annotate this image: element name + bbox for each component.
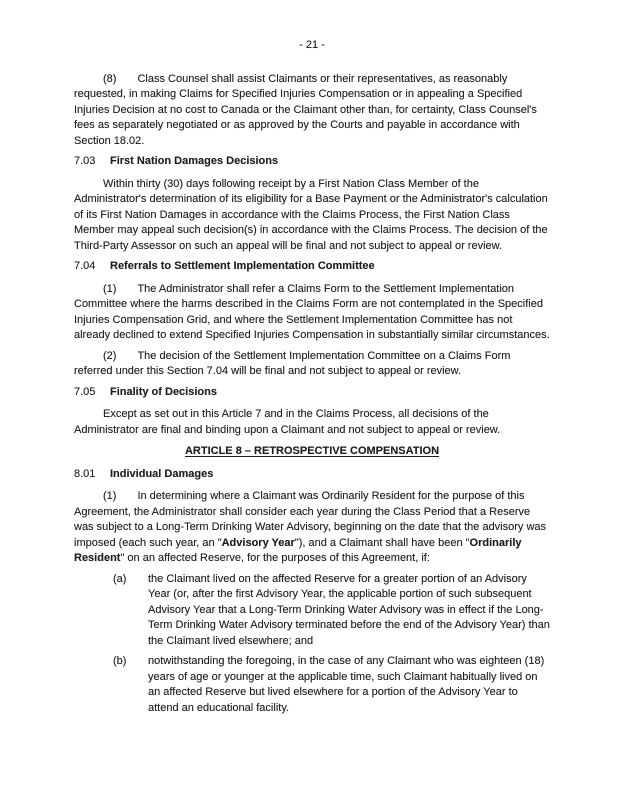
section-7-03-heading	[74, 154, 550, 170]
section-title: First Nation Damages Decisions	[110, 155, 279, 167]
paragraph-text: The Administrator shall refer a Claims Form to the Settlement Implementation Committee where the harms described in the Claims Form are not contemplated in the Specified Injuries Compensation Grid, and where the Settlement Implementation Committee has not already declined to extend Specified Injuries Compensation in substantially similar circumstances.	[74, 282, 550, 341]
paragraph-8	[74, 72, 550, 150]
section-number: 8.01	[74, 467, 96, 480]
section-7-05-body: Except as set out in this Article 7 and in the Claims Process, all decisions of the Administrator are final and binding upon a Claimant and not subject to appeal or review.	[74, 408, 501, 436]
section-7-03-body: Within thirty (30) days following receipt by a First Nation Class Member of the Administrator's determination of its eligibility for a Base Payment or the Administrator's calculation of its First Nation Damages in accordance with the Claims Process, the First Nation Class Member may appeal such decision(s) in accordance with the Claims Process. The decision of the Third-Party Assessor on such an appeal will be final and not subject to appeal or review.	[74, 177, 548, 252]
paragraph-text: Class Counsel shall assist Claimants or their representatives, as reasonably requested, in making Claims for Specified Injuries Compensation or in appealing a Specified Injuries Decision at no cost to Canada or the Claimant other than, for certainty, Class Counsel's fees as separately negotiated or as approved by the Courts and payable in accordance with Section 18.02.	[74, 72, 537, 147]
section-title: Individual Damages	[110, 467, 214, 480]
paragraph-text: The decision of the Settlement Implementation Committee on a Claims Form referred under this Section 7.04 will be final and not subject to appeal or review.	[74, 349, 511, 377]
clause-text: the Claimant lived on the affected Reserve for a greater portion of an Advisory Year (or, after the first Advisory Year, the applicable portion of such subsequent Advisory Year that a Long-Term Drinking Water Advisory was in effect if the Long-Term Drinking Water Advisory terminated before the end of the Advisory Year) than the Claimant lived elsewhere; and	[148, 572, 550, 647]
paragraph-marker: (8)	[103, 72, 117, 85]
section-number: 7.03	[74, 155, 96, 167]
section-7-04-heading	[74, 259, 550, 275]
section-8-01-heading	[74, 467, 550, 483]
section-number: 7.05	[74, 385, 96, 398]
page-number: - 21 -	[299, 39, 325, 51]
article-8-heading	[74, 444, 550, 460]
clause-7-04-2	[74, 349, 550, 380]
paragraph-marker: (2)	[103, 349, 117, 362]
clause-a	[74, 572, 550, 650]
s801-paragraph-1	[74, 489, 550, 567]
paragraph-marker: (1)	[103, 490, 117, 502]
section-title: Referrals to Settlement Implementation Committee	[110, 260, 375, 272]
clause-marker: (b)	[113, 655, 127, 667]
section-title: Finality of Decisions	[110, 385, 217, 398]
clause-marker: (a)	[113, 572, 127, 585]
clause-b	[74, 654, 550, 716]
clause-text: notwithstanding the foregoing, in the case of any Claimant who was eighteen (18) years of age or younger at the applicable time, such Claimant habitually lived on an affected Reserve but lived elsewhere for a portion of the Advisory Year to attend an educational facility.	[148, 655, 545, 714]
section-number: 7.04	[74, 260, 96, 272]
article-title: ARTICLE 8 – RETROSPECTIVE COMPENSATION	[184, 445, 440, 457]
paragraph-rich-text: In determining where a Claimant was Ordinarily Resident for the purpose of this Agreement, the Administrator shall consider each year during the Class Period that a Reserve was subject to a Long-Term Drinking Water Advisory, beginning on the date that the advisory was imposed (each such year, an "Advisory Year"), and a Claimant shall have been "Ordinarily Resident" on an affected Reserve, for the purposes of this Agreement, if:	[74, 490, 547, 564]
paragraph-marker: (1)	[103, 282, 117, 295]
section-7-05-heading	[74, 385, 550, 401]
clause-7-04-1	[74, 282, 550, 344]
